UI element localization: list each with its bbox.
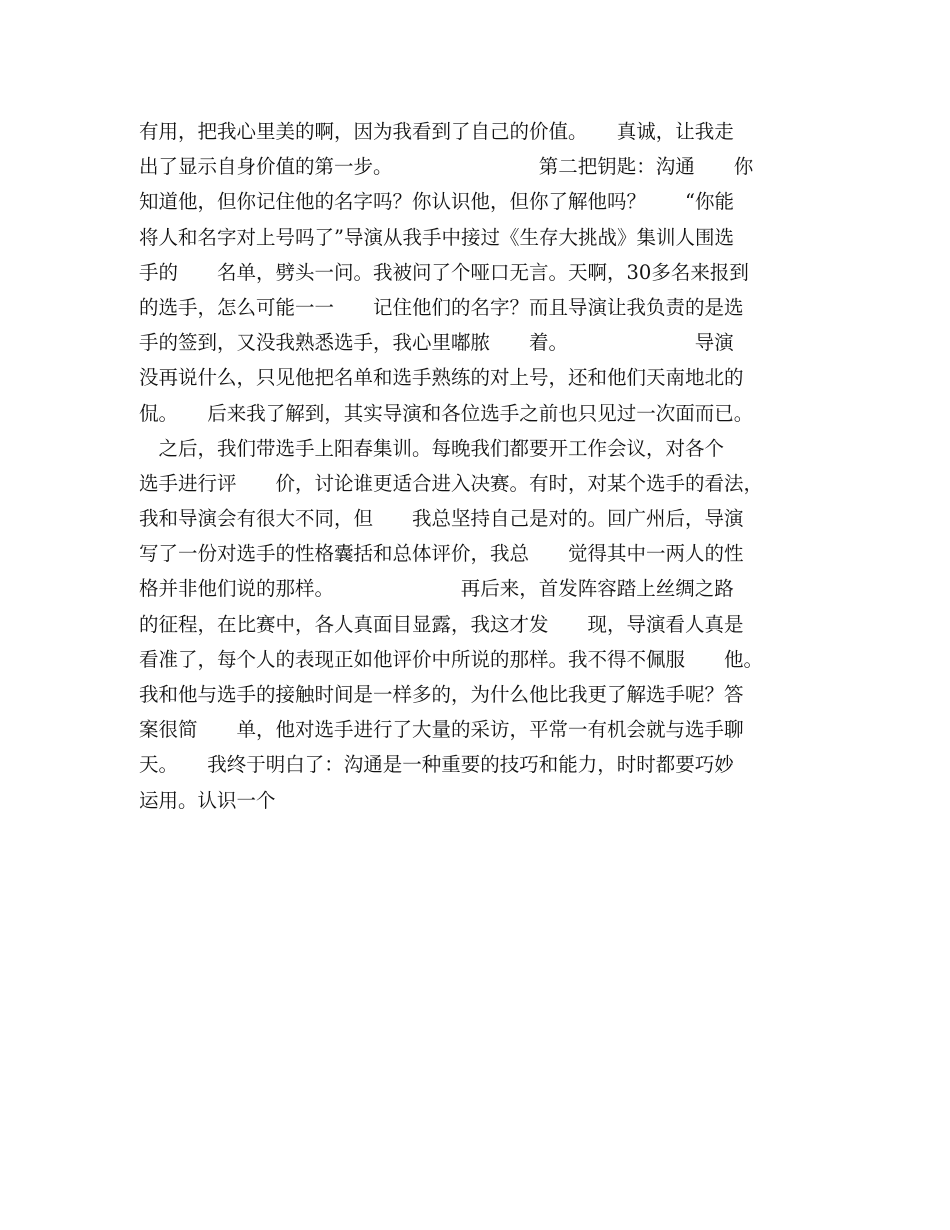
text-line: 天。 我终于明白了：沟通是一种重要的技巧和能力，时时都要巧妙: [139, 753, 734, 777]
text-line: 的征程，在比赛中，各人真面目显露，我这才发 现，导演看人真是: [139, 612, 744, 636]
text-line: 出了显示自身价值的第一步。 第二把钥匙：沟通 你: [139, 155, 754, 179]
text-line: 侃。 后来我了解到，其实导演和各位选手之前也只见过一次面而已。: [139, 401, 754, 425]
text-line: 我和导演会有很大不同，但 我总坚持自己是对的。回广州后，导演: [139, 507, 744, 531]
text-line: 没再说什么，只见他把名单和选手熟练的对上号，还和他们天南地北的: [139, 366, 744, 390]
body-text: [139, 114, 829, 818]
text-line: 手的 名单，劈头一问。我被问了个哑口无言。天啊，30多名来报到: [139, 260, 749, 284]
text-line: 写了一份对选手的性格囊括和总体评价，我总 觉得其中一两人的性: [139, 542, 744, 566]
text-line: 将人和名字对上号吗了”导演从我手中接过《生存大挑战》集训人围选: [139, 225, 734, 249]
text-line: 选手进行评 价，讨论谁更适合进入决赛。有时，对某个选手的看法，: [139, 471, 764, 495]
text-line: 我和他与选手的接触时间是一样多的，为什么他比我更了解选手呢？答: [139, 683, 744, 706]
text-line: 之后，我们带选手上阳春集训。每晚我们都要开工作会议，对各个: [139, 436, 725, 460]
text-line: 知道他，但你记住他的名字吗？你认识他，但你了解他吗？ “你能: [139, 190, 734, 214]
text-line: 案很简 单，他对选手进行了大量的采访，平常一有机会就与选手聊: [139, 718, 744, 742]
text-line: 运用。认识一个: [139, 788, 276, 812]
text-line: 有用，把我心里美的啊，因为我看到了自己的价值。 真诚，让我走: [139, 120, 734, 143]
text-line: 格并非他们说的那样。 再后来，首发阵容踏上丝绸之路: [139, 577, 734, 601]
text-line: 看准了，每个人的表现正如他评价中所说的那样。我不得不佩服 他。: [139, 647, 764, 671]
text-line: 的选手，怎么可能一一 记住他们的名字？而且导演让我负责的是选: [139, 295, 744, 319]
text-line: 手的签到，又没我熟悉选手，我心里嘟脓 着。 导演: [139, 331, 734, 355]
